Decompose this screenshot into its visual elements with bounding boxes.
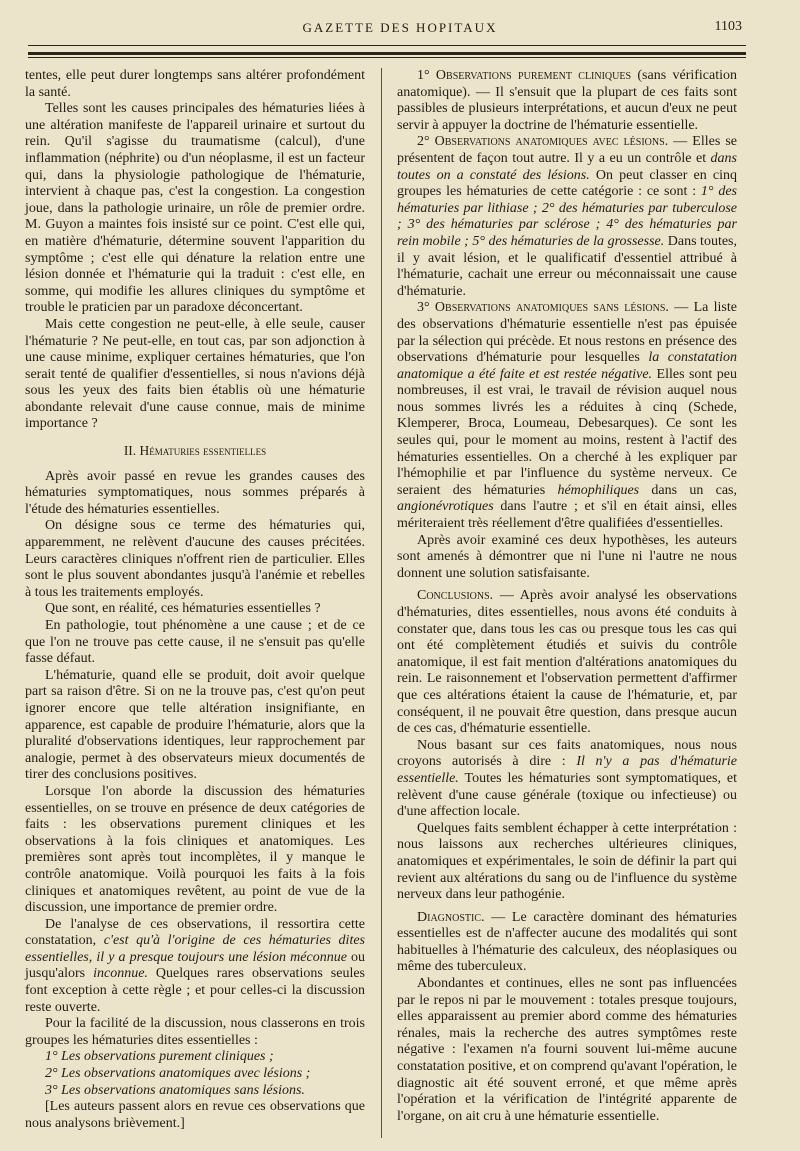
group-list: [25, 1049, 365, 1099]
paragraph: [25, 917, 365, 1017]
italic-run: inconnue.: [93, 966, 148, 982]
paragraph: Quelques faits semblent échapper à cette interprétation : nous laissons aux recherches ultérieures cliniques, anatomiques et expérimentales, le soin de définir la part qui revient aux altérations du sang ou de l'influence du système nerveux dans leur pathogénie.: [397, 820, 737, 903]
paragraph: Lorsque l'on aborde la discussion des hématuries essentielles, on se trouve en présence de deux catégories de faits : les observations purement cliniques et les observations à la fois cliniques et anatomiques. Les premières sont après tout incomplètes, il y manque le contrôle anatomique. Voilà pourquoi les faits à la fois cliniques et anatomiques revêtent, au point de vue de la discussion, une importance de premier ordre.: [25, 783, 365, 916]
paragraph: Mais cette congestion ne peut-elle, à elle seule, causer l'hématurie ? Ne peut-elle, en tout cas, par son adjonction à une cause minime, expliquer certaines hématuries, que l'on serait tenté de qualifier d'essentielles, si nous n'avions déjà sous les yeux des faits bien établis où une hématurie abondante relevait d'une cause connue, mais de minime importance ?: [25, 316, 365, 432]
page-number: 1103: [714, 19, 742, 34]
paragraph: [Les auteurs passent alors en revue ces observations que nous analysons brièvement.]: [25, 1099, 365, 1131]
paragraph: Conclusions. — Après avoir analysé les observations d'hématuries, dites essentielles, nous avons été conduits à constater que, dans tous les cas ou presque tous les cas qui ont été complètement étudiés et suivis du contrôle anatomique, il est fait mention d'altérations anatomiques du rein. Le raisonnement et l'observation permettent d'affirmer que ces altérations étaient la cause de l'hématurie, et, par conséquent, il ne pouvait être question, dans presque aucun de ces cas, d'hématurie essentielle.: [397, 588, 737, 737]
column-divider: [381, 68, 382, 1138]
paragraph: 2° Observations anatomiques avec lésions. — Elles se présentent de façon tout autre. Il y a eu un contrôle et dans toutes on a constaté des lésions. On peut classer en cinq groupes les hématuries de cette catégorie : ce sont : 1° des hématuries par lithiase ; 2° des hématuries par tuberculose ; 3° des hématuries par sclérose ; 4° des hématuries par rein mobile ; 5° des hématuries de la grossesse. Dans toutes, il y avait lésion, et le qualificatif d'essentiel attribué à l'hématurie, cachait une erreur ou méconnaissait une cause d'hématurie.: [397, 134, 738, 299]
run-in-heading: 3° Observations anatomiques sans lésions.: [417, 300, 669, 316]
paragraph: On désigne sous ce terme des hématuries qui, apparemment, ne relèvent d'aucune des causes précitées. Leurs caractères cliniques n'offrent rien de particulier. Elles sont le plus souvent abondantes jusqu'à l'anémie et rebelles à tous les traitements employés.: [25, 518, 365, 600]
run-in-heading: 1° Observations purement cliniques: [417, 68, 632, 83]
run-in-heading: Diagnostic.: [417, 909, 485, 925]
header-rule-thin: [28, 45, 746, 46]
journal-title: GAZETTE DES HOPITAUX: [302, 20, 498, 35]
paragraph: 1° Observations purement cliniques (sans vérification anatomique). — Il s'ensuit que la plupart de ces faits sont passibles de plusieurs interprétations, et aucun d'eux ne peut servir à appuyer la doctrine de l'hématurie essentielle.: [397, 68, 738, 133]
page-header: [0, 20, 800, 44]
paragraph: Que sont, en réalité, ces hématuries essentielles ?: [45, 601, 321, 617]
paragraph: Telles sont les causes principales des hématuries liées à une altération manifeste de l'appareil urinaire et surtout du rein. Qu'il s'agisse du traumatisme (calcul), d'une inflammation (néphrite) ou d'un néoplasme, il est un facteur qui, dans la physiologie pathologique de l'hématurie, intervient à chaque pas, c'est la congestion. La congestion joue, dans la pathologie urinaire, un rôle de premier ordre. M. Guyon a maintes fois insisté sur ce point. C'est elle qui, en matière d'hématurie, détermine souvent l'apparition du symptôme ; c'est elle qui dénature la relation entre une lésion donnée et l'hématurie qui la traduit : c'est elle, en somme, qui modifie les allures cliniques du symptôme et trouble le praticien par un paradoxe déconcertant.: [25, 101, 365, 316]
paragraph: Pour la facilité de la discussion, nous classerons en trois groupes les hématuries dites essentielles :: [25, 1016, 365, 1048]
run-in-heading: Conclusions.: [417, 588, 494, 604]
text-run: ou jusqu'alors: [25, 949, 366, 982]
paragraph: Nous basant sur ces faits anatomiques, nous nous croyons autorisés à dire : Il n'y a pas d'hématurie essentielle. Toutes les hématuries sont symptomatiques, et relèvent d'une cause générale (toxique ou infectieuse) ou d'une affection locale.: [397, 737, 737, 820]
text-run: Quelques rares observations seules font exception à cette règle ; et pour celles-ci la discussion reste ouverte.: [25, 966, 366, 1015]
paragraph: tentes, elle peut durer longtemps sans altérer profondément la santé.: [25, 68, 365, 100]
list-item: 1° Les observations purement cliniques ;: [45, 1049, 274, 1065]
list-item: 3° Les observations anatomiques sans lésions.: [45, 1082, 305, 1098]
paragraph: Après avoir examiné ces deux hypothèses, les auteurs sont amenés à démontrer que ni l'une ni l'autre ne nous donnent une solution satisfaisante.: [397, 532, 737, 581]
paragraph: Diagnostic. — Le caractère dominant des hématuries essentielles est de n'affecter aucune des modalités qui sont habituelles à l'hématurie des calculeux, des néoplasiques ou même des tuberculeux.: [397, 909, 737, 975]
right-column: [397, 68, 737, 1125]
paragraph: Abondantes et continues, elles ne sont pas influencées par le repos ni par le mouvement : totales presque toujours, elles apparaissent au premier abord comme des hématuries rénales, mais la recherche des autres symptômes reste négative : l'examen n'a fourni souvent lui-même aucune constatation positive, et on comprend qu'avant l'opération, le diagnostic ait été souvent erroné, et que même après l'opération et la vérification de l'intégrité apparente de l'organe, on ait cru à une hématurie essentielle.: [397, 976, 737, 1124]
run-in-heading: 2° Observations anatomiques avec lésions.: [417, 134, 669, 150]
paragraph: L'hématurie, quand elle se produit, doit avoir quelque part sa raison d'être. Si on ne la trouve pas, c'est qu'on peut ignorer encore que telle altération insignifiante, en apparence, est capable de produire l'hématurie, alors que la pluralité d'observations identiques, leur rapprochement par analogie, permet à des observateurs mieux documentés de tirer des conclusions positives.: [25, 667, 365, 783]
section-heading: II. Hématuries essentielles: [123, 443, 267, 459]
left-column: [25, 68, 365, 1132]
italic-run: c'est qu'à l'origine de ces hématuries dites essentielles, il y a presque toujours une lésion méconnue: [25, 933, 366, 965]
text-run: De l'analyse de ces observations, il ressortira cette constatation,: [25, 916, 365, 949]
paragraph: Après avoir passé en revue les grandes causes des hématuries symptomatiques, nous sommes préparés à l'étude des hématuries essentielles.: [25, 468, 365, 517]
list-item: 2° Les observations anatomiques avec lésions ;: [45, 1066, 311, 1082]
paragraph: En pathologie, tout phénomène a une cause ; et de ce que l'on ne trouve pas cette cause, il ne s'ensuit pas qu'elle fasse défaut.: [25, 618, 365, 667]
header-rule-thick: [28, 52, 746, 55]
paragraph: 3° Observations anatomiques sans lésions. — La liste des observations d'hématurie essentielle n'est pas épuisée par la sélection qui précède. Et nous restons en présence des observations d'hématurie pour lesquelles la constatation anatomique a été faite et est restée négative. Elles sont peu nombreuses, il est vrai, le travail de révision auquel nous nous sommes livrés les a réduites à cinq (Schede, Klemperer, Broca, Loumeau, Debesarques). Ce sont les seules qui, pour le moment au moins, restent à l'actif des hématuries essentielles. On a cherché à les expliquer par l'hémophilie et par l'influence du système nerveux. Ce seraient des hématuries hémophiliques dans un cas, angionévrotiques dans l'autre ; et s'il en était ainsi, elles mériteraient très réellement d'être qualifiées d'essentielles.: [397, 300, 738, 532]
header-rule-bottom: [28, 57, 746, 58]
